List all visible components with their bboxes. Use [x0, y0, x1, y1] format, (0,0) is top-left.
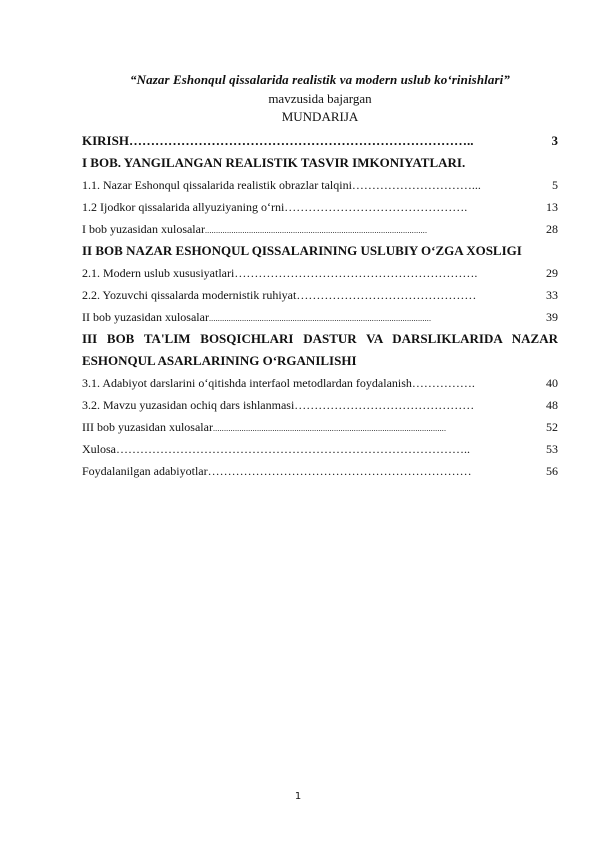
toc-leader-dots: …………….: [411, 376, 475, 390]
toc-page-number: 39: [546, 310, 558, 324]
toc-page-number: 5: [552, 178, 558, 192]
toc-entry-chapter-1-conclusion[interactable]: [82, 218, 558, 240]
toc-entry-label: 3.1. Adabiyot darslarini o‘qitishda interfaol metodlardan foydalanish: [82, 376, 412, 390]
document-subtitle: mavzusida bajargan: [268, 91, 372, 106]
toc-entry-label: 1.2 Ijodkor qissalarida allyuziyaning o‘rni: [82, 200, 285, 214]
toc-entry-label: 3.2. Mavzu yuzasidan ochiq dars ishlanmasi: [82, 398, 295, 412]
toc-chapter-2-heading[interactable]: [82, 240, 558, 262]
toc-entry-3-2[interactable]: [82, 394, 558, 416]
toc-chapter-3-heading[interactable]: [82, 328, 558, 372]
toc-entry-label: II BOB NAZAR ESHONQUL QISSALARINING USLUBIY O‘ZGA XOSLIGI: [82, 243, 522, 258]
toc-entry-label: II bob yuzasidan xulosalar: [82, 310, 209, 324]
toc-entry-label: 1.1. Nazar Eshonqul qissalarida realistik obrazlar talqini: [82, 178, 352, 192]
toc-leader-dots: ..........................................................................................................: [212, 424, 447, 433]
document-title: “Nazar Eshonqul qissalarida realistik va modern uslub ko‘rinishlari”: [130, 72, 510, 87]
page-number: 1: [294, 791, 302, 802]
toc-leader-dots: ………………………………………: [296, 288, 477, 302]
toc-entry-label: I BOB. YANGILANGAN REALISTIK TASVIR IMKONIYATLARI.: [82, 155, 466, 170]
toc-leader-dots: …………………………………………………….: [234, 266, 478, 280]
toc-leader-dots: …………………………………………………………: [207, 464, 472, 478]
toc-entry-2-2[interactable]: [82, 284, 558, 306]
toc-entry-chapter-2-conclusion[interactable]: [82, 306, 558, 328]
toc-leader-dots: ……………………………………………………………………………..: [116, 442, 470, 456]
toc-leader-dots: ………………………………………: [294, 398, 475, 412]
toc-page-number: 13: [546, 200, 558, 214]
toc-page-number: 48: [546, 398, 558, 412]
toc-entry-2-1[interactable]: [82, 262, 558, 284]
toc-entry-label: 2.2. Yozuvchi qissalarda modernistik ruhiyat: [82, 288, 297, 302]
toc-entry-label: 2.1. Modern uslub xususiyatlari: [82, 266, 235, 280]
table-of-contents: [82, 130, 558, 482]
toc-page-number: 40: [546, 376, 558, 390]
toc-entry-label: III BOB TA'LIM BOSQICHLARI DASTUR VA DARSLIKLARIDA NAZAR ESHONQUL ASARLARINING O‘RGANILISHI: [82, 331, 558, 368]
toc-entry-chapter-3-conclusion[interactable]: [82, 416, 558, 438]
toc-page-number: 33: [546, 288, 558, 302]
toc-chapter-1-heading[interactable]: [82, 152, 558, 174]
toc-leader-dots: ……………………………………………………………………..: [128, 133, 474, 148]
toc-page-number: 28: [546, 222, 558, 236]
toc-heading: MUNDARIJA: [281, 109, 359, 124]
toc-entry-1-1[interactable]: [82, 174, 558, 196]
toc-page-number: 3: [551, 133, 558, 148]
toc-leader-dots: …………………………...: [351, 178, 481, 192]
toc-leader-dots: .....................................................................................................: [208, 314, 432, 323]
toc-page-number: 53: [546, 442, 558, 456]
toc-page-number: 56: [546, 464, 558, 478]
toc-page-number: 52: [546, 420, 558, 434]
toc-entry-xulosa[interactable]: [82, 438, 558, 460]
toc-entry-label: Xulosa: [82, 442, 116, 456]
toc-entry-label: I bob yuzasidan xulosalar: [82, 222, 205, 236]
toc-entry-label: Foydalanilgan adabiyotlar: [82, 464, 208, 478]
toc-leader-dots: .....................................................................................................: [204, 226, 428, 235]
toc-entry-label: III bob yuzasidan xulosalar: [82, 420, 213, 434]
toc-leader-dots: ……………………………………….: [284, 200, 468, 214]
toc-entry-3-1[interactable]: [82, 372, 558, 394]
toc-entry-kirish[interactable]: [82, 130, 558, 152]
toc-entry-bibliography[interactable]: [82, 460, 558, 482]
toc-entry-label: KIRISH: [82, 133, 129, 148]
toc-page-number: 29: [546, 266, 558, 280]
toc-entry-1-2[interactable]: [82, 196, 558, 218]
